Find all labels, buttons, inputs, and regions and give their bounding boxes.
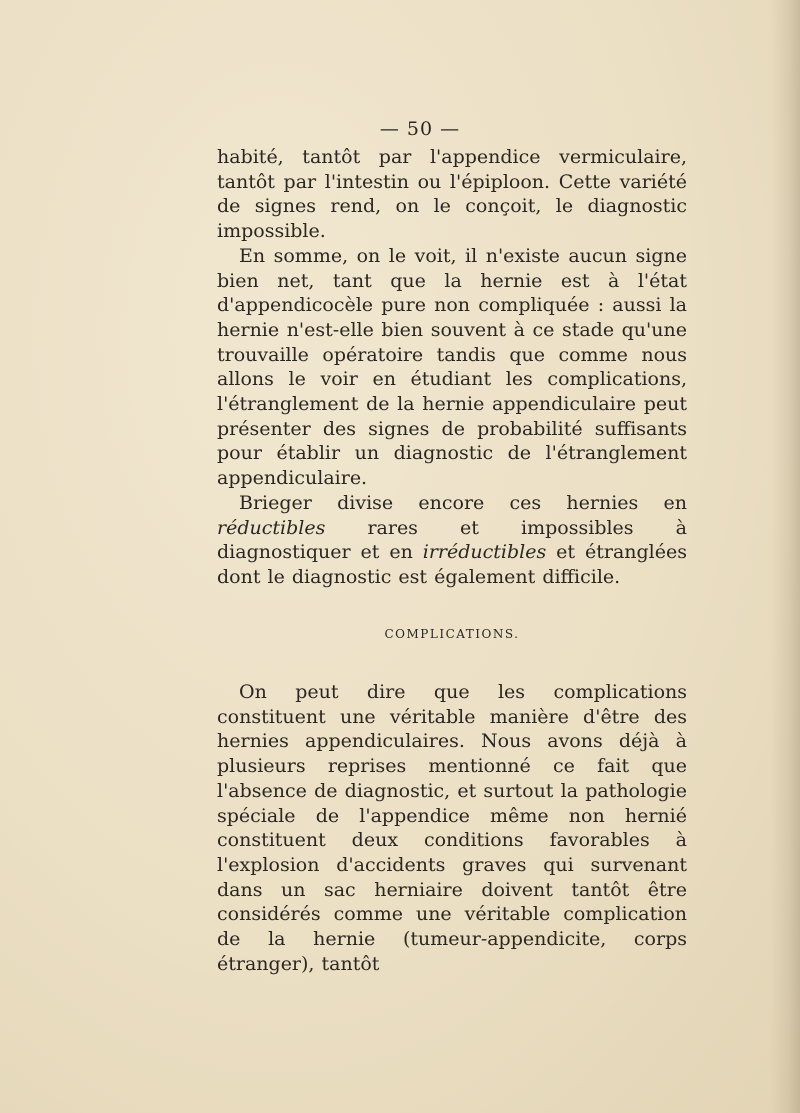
paragraph-continuation: habité, tantôt par l'appendice vermiculaire, tantôt par l'intestin ou l'épiploon. Cette variété de signes rend, on le conçoit, le diagnostic impossible. xyxy=(217,146,687,243)
paragraph-en-somme: En somme, on le voit, il n'existe aucun signe bien net, tant que la hernie est à l'état d'appendicocèle pure non compliquée : aussi la hernie n'est-elle bien souvent à ce stade qu'une trouvaille opératoire tandis que comme nous allons le voir en étudiant les complications, l'étranglement de la hernie appendiculaire peut présenter des signes de probabilité suffisants pour établir un diagnostic de l'étranglement appendiculaire. xyxy=(217,244,687,490)
page-number: — 50 — xyxy=(379,118,461,140)
brieger-text-3: et étranglées dont le diagnostic est également difficile. xyxy=(217,541,688,588)
brieger-text-1: Brieger divise encore ces hernies en xyxy=(239,491,687,514)
brieger-italic-irreductibles: irréductibles xyxy=(422,541,547,564)
brieger-italic-reductibles: réductibles xyxy=(217,516,326,539)
brieger-text-2: rares et impossibles à diagnostiquer et en xyxy=(217,516,687,564)
paragraph-brieger xyxy=(217,491,687,590)
section-heading-complications: COMPLICATIONS. xyxy=(384,627,520,641)
text-block-top xyxy=(217,145,687,590)
page-edge-shadow xyxy=(770,0,800,1113)
paragraph-complications: On peut dire que les complications constituent une véritable manière d'être des hernies appendiculaires. Nous avons déjà à plusieurs reprises mentionné ce fait que l'absence de diagnostic, et surtout la pathologie spéciale de l'appendice même non hernié constituent deux conditions favorables à l'explosion d'accidents graves qui survenant dans un sac herniaire doivent tantôt être considérés comme une véritable complication de la hernie (tumeur-appendicite, corps étranger), tantôt xyxy=(217,681,687,975)
text-block-complications xyxy=(217,680,687,976)
